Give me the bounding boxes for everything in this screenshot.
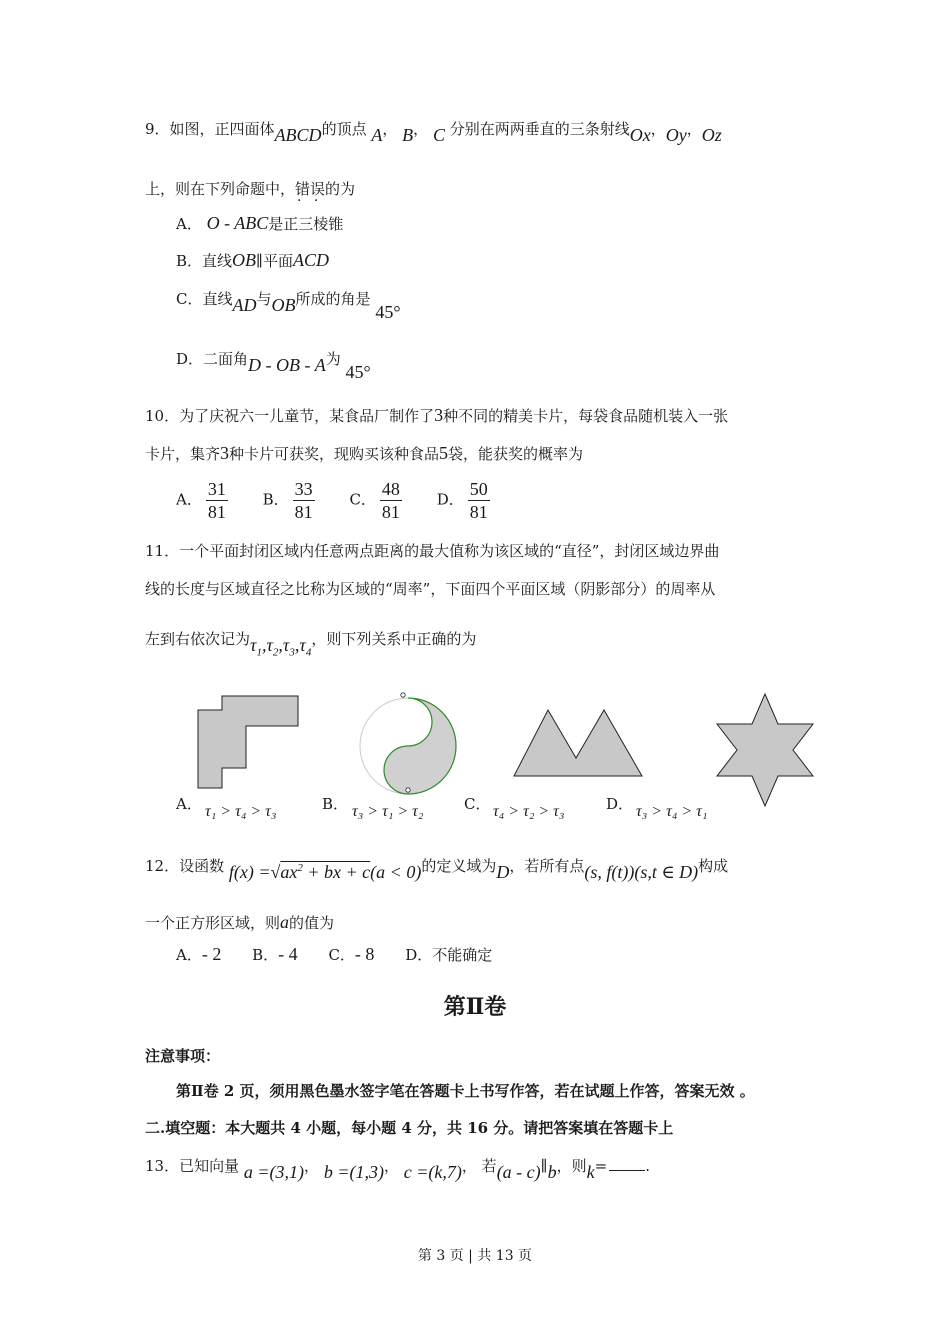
q12-opt-c-value: - 8	[354, 944, 375, 964]
q9-wrong-emphasis: 错误 · ·	[295, 180, 325, 198]
q10-opt-b-den: 81	[294, 502, 313, 522]
q13-equals: =	[594, 1157, 608, 1175]
q13-var-k: k	[586, 1162, 595, 1182]
q10-option-c	[349, 478, 405, 523]
q12-var-a: a	[280, 912, 290, 932]
q9-opt-d-label: D．	[176, 350, 204, 368]
q10-num-5: 5	[439, 443, 449, 463]
q9-vertex-c: C	[432, 125, 445, 145]
q10-opt-d-fraction	[468, 478, 490, 523]
q12-option-c	[328, 944, 374, 965]
q12-opt-c-label: C．	[328, 946, 355, 964]
q9-opt-a-label: A．	[176, 215, 202, 233]
q10-num-3b: 3	[220, 443, 230, 463]
q13-vector-b: b =(1,3)	[323, 1162, 384, 1182]
q10-text-e: 袋，能获奖的概率为	[448, 445, 584, 463]
q10-line1	[145, 405, 728, 426]
q10-option-b	[263, 478, 319, 523]
q12-option-d	[405, 944, 492, 965]
q9-opt-c-math1: AD	[232, 295, 257, 315]
q11-tau-list: $\tau_1,\tau_2,\tau_3,\tau_4$	[250, 635, 312, 659]
q10-text-b: 种不同的精美卡片，每袋食品随机装入一张	[443, 407, 729, 425]
q10-opt-c-fraction	[380, 478, 402, 523]
q9-comma-1: ，	[382, 120, 398, 138]
q10-options	[176, 478, 520, 523]
q11-line2: 线的长度与区域直径之比称为区域的“周率”，下面四个平面区域（阴影部分）的周率从	[145, 580, 716, 598]
q9-opt-c-label: C．	[176, 290, 203, 308]
q12-options	[176, 944, 518, 965]
section-2-title: 第Ⅱ卷	[443, 994, 507, 1020]
q10-opt-c-den: 81	[381, 502, 400, 522]
q9-opt-b-math2: ACD	[292, 250, 329, 270]
q12-opt-a-label: A．	[176, 946, 202, 964]
q11-line3	[145, 628, 477, 659]
q13-period: .	[645, 1157, 650, 1175]
q9-opt-c-value: 45°	[375, 302, 401, 322]
q9-ray-oz: Oz	[701, 125, 722, 145]
fill-in-heading: 二.填空题：本大题共 4 小题，每小题 4 分，共 16 分。请把答案填在答题卡上	[145, 1119, 674, 1137]
q9-option-a	[176, 213, 343, 234]
q12-text-d: 构成	[698, 857, 729, 875]
q10-opt-b-num: 33	[294, 479, 313, 499]
q9-opt-d-value: 45°	[345, 362, 371, 382]
q10-opt-b-fraction	[293, 478, 315, 523]
q11-opt-c-relation: τ₄ > τ₂ > τ₃	[493, 803, 565, 820]
q13-text-a: 13．已知向量	[145, 1157, 240, 1175]
q12-domain-d: D	[496, 862, 510, 882]
q11-opt-d-relation: τ₃ > τ₄ > τ₁	[636, 803, 708, 820]
q9-line1	[145, 118, 722, 145]
q12-opt-d-value: 不能确定	[432, 946, 493, 964]
q10-opt-a-num: 31	[207, 479, 226, 499]
figure-twin-peaks	[514, 710, 642, 776]
q9-ray-ox: Ox	[629, 125, 651, 145]
q11-line1: 11．一个平面封闭区域内任意两点距离的最大值称为该区域的“直径”，封闭区域边界曲	[145, 542, 720, 560]
q13-line: 13．已知向量 a =(3,1)， b =(1,3)， c =(k,7)， 若(a - c)∥b，则k= .	[145, 1157, 650, 1182]
q12-function: $f(x) =√ax^2$ + bx + c(a < 0)	[228, 862, 422, 882]
q10-text-d: 种卡片可获奖，现购买该种食品	[229, 445, 440, 463]
notice-heading: 注意事项：	[145, 1047, 221, 1065]
q9-comma-3: ，	[650, 120, 666, 138]
q10-option-a	[176, 478, 232, 523]
q12-text-b: 的定义域为	[421, 857, 497, 875]
q12-text-c: ，若所有点	[509, 857, 585, 875]
q12-points: (s, f(t))(s,t ∈ D)	[584, 862, 699, 882]
q13-text-b: 若	[481, 1157, 497, 1175]
figure-circle-top-point	[401, 693, 405, 697]
q12-text-f: 的值为	[289, 914, 335, 932]
q9-opt-c-text3: 所成的角是	[295, 290, 371, 308]
q13-parallel: ∥	[540, 1157, 548, 1175]
q9-comma-4: ，	[686, 120, 702, 138]
q11-opt-b-label: B．	[322, 795, 349, 813]
q10-opt-c-label: C．	[349, 490, 376, 509]
q10-line2	[145, 443, 583, 464]
q13-answer-blank[interactable]	[609, 1158, 645, 1171]
q9-ray-oy: Oy	[665, 125, 687, 145]
q13-vector-c: c =(k,7)	[403, 1162, 462, 1182]
q9-opt-d-text1: 二面角	[203, 350, 249, 368]
q9-text-e: 的为	[325, 180, 356, 198]
page-footer: 第 3 页 | 共 13 页	[417, 1248, 533, 1264]
q11-opt-d-label: D．	[606, 795, 634, 813]
q9-opt-b-label: B．	[176, 252, 203, 270]
q9-opt-c-text2: 与	[256, 290, 272, 308]
q12-text-a: 12．设函数	[145, 857, 225, 875]
q9-line2	[145, 178, 355, 199]
q9-abcd: ABCD	[274, 125, 322, 145]
q9-text-c: 分别在两两垂直的三条射线	[449, 120, 630, 138]
q9-opt-c-text1: 直线	[202, 290, 233, 308]
q10-opt-d-den: 81	[469, 502, 488, 522]
q11-opt-c-label: C．	[464, 795, 491, 813]
q9-opt-d-math: D - OB - A	[248, 355, 326, 375]
q9-vertex-b: B	[402, 125, 414, 145]
q9-vertex-a: A	[371, 125, 383, 145]
q10-text-a: 10．为了庆祝六一儿童节，某食品厂制作了	[145, 407, 435, 425]
q12-line1	[145, 855, 729, 882]
q9-option-c	[176, 288, 401, 322]
q9-text-d: 上，则在下列命题中，	[145, 180, 296, 198]
q12-option-b	[252, 944, 298, 965]
q13-text-c: ，则	[556, 1157, 587, 1175]
q9-option-d	[176, 348, 371, 382]
q11-opt-a-relation: τ₁ > τ₄ > τ₃	[205, 803, 277, 820]
q11-text-b: ，则下列关系中正确的为	[311, 630, 477, 648]
q12-option-a	[176, 944, 221, 965]
q10-opt-a-den: 81	[207, 502, 226, 522]
q9-opt-b-text2: ∥平面	[256, 252, 293, 270]
q11-opt-a-label: A．	[176, 795, 202, 813]
q12-opt-a-value: - 2	[201, 944, 222, 964]
q13-vector-a: a =(3,1)	[243, 1162, 305, 1182]
q10-opt-a-label: A．	[176, 490, 202, 509]
q10-opt-c-num: 48	[381, 479, 400, 499]
q9-option-b	[176, 250, 329, 271]
q9-text-a: 如图，正四面体	[169, 120, 275, 138]
q12-text-e: 一个正方形区域，则	[145, 914, 281, 932]
q9-opt-a-text: 是正三棱锥	[268, 215, 344, 233]
q12-opt-b-value: - 4	[278, 944, 298, 964]
q11-text-a: 左到右依次记为	[145, 630, 251, 648]
q11-opt-b-relation: τ₃ > τ₁ > τ₂	[352, 803, 424, 820]
figure-circle-bottom-point	[406, 788, 410, 792]
q10-text-c: 卡片，集齐	[145, 445, 221, 463]
q9-opt-b-math1: OB	[232, 250, 257, 270]
q9-opt-c-math2: OB	[271, 295, 296, 315]
q9-opt-d-text2: 为	[325, 350, 341, 368]
figure-yinyang-shaded	[384, 698, 456, 794]
q10-opt-d-label: D．	[436, 490, 464, 509]
q10-opt-a-fraction	[206, 478, 228, 523]
q9-opt-a-math: O - ABC	[206, 213, 269, 233]
q9-text-b: 的顶点	[321, 120, 367, 138]
q13-condition: (a - c)	[496, 1162, 541, 1182]
q10-opt-b-label: B．	[262, 490, 289, 509]
q10-num-3: 3	[434, 405, 444, 425]
q10-option-d	[437, 478, 494, 523]
q12-line2	[145, 912, 334, 933]
q9-comma-2: ，	[413, 120, 429, 138]
q12-opt-b-label: B．	[252, 946, 279, 964]
notice-body: 第Ⅱ卷 2 页，须用黑色墨水签字笔在答题卡上书写作答，若在试题上作答，答案无效 。	[176, 1082, 755, 1100]
q13-vector-b2: b	[547, 1162, 557, 1182]
q9-opt-b-text1: 直线	[202, 252, 233, 270]
figure-hexagram	[717, 694, 813, 806]
q12-opt-d-label: D．	[405, 946, 433, 964]
q10-opt-d-num: 50	[469, 479, 488, 499]
q9-number: 9．	[145, 120, 170, 138]
